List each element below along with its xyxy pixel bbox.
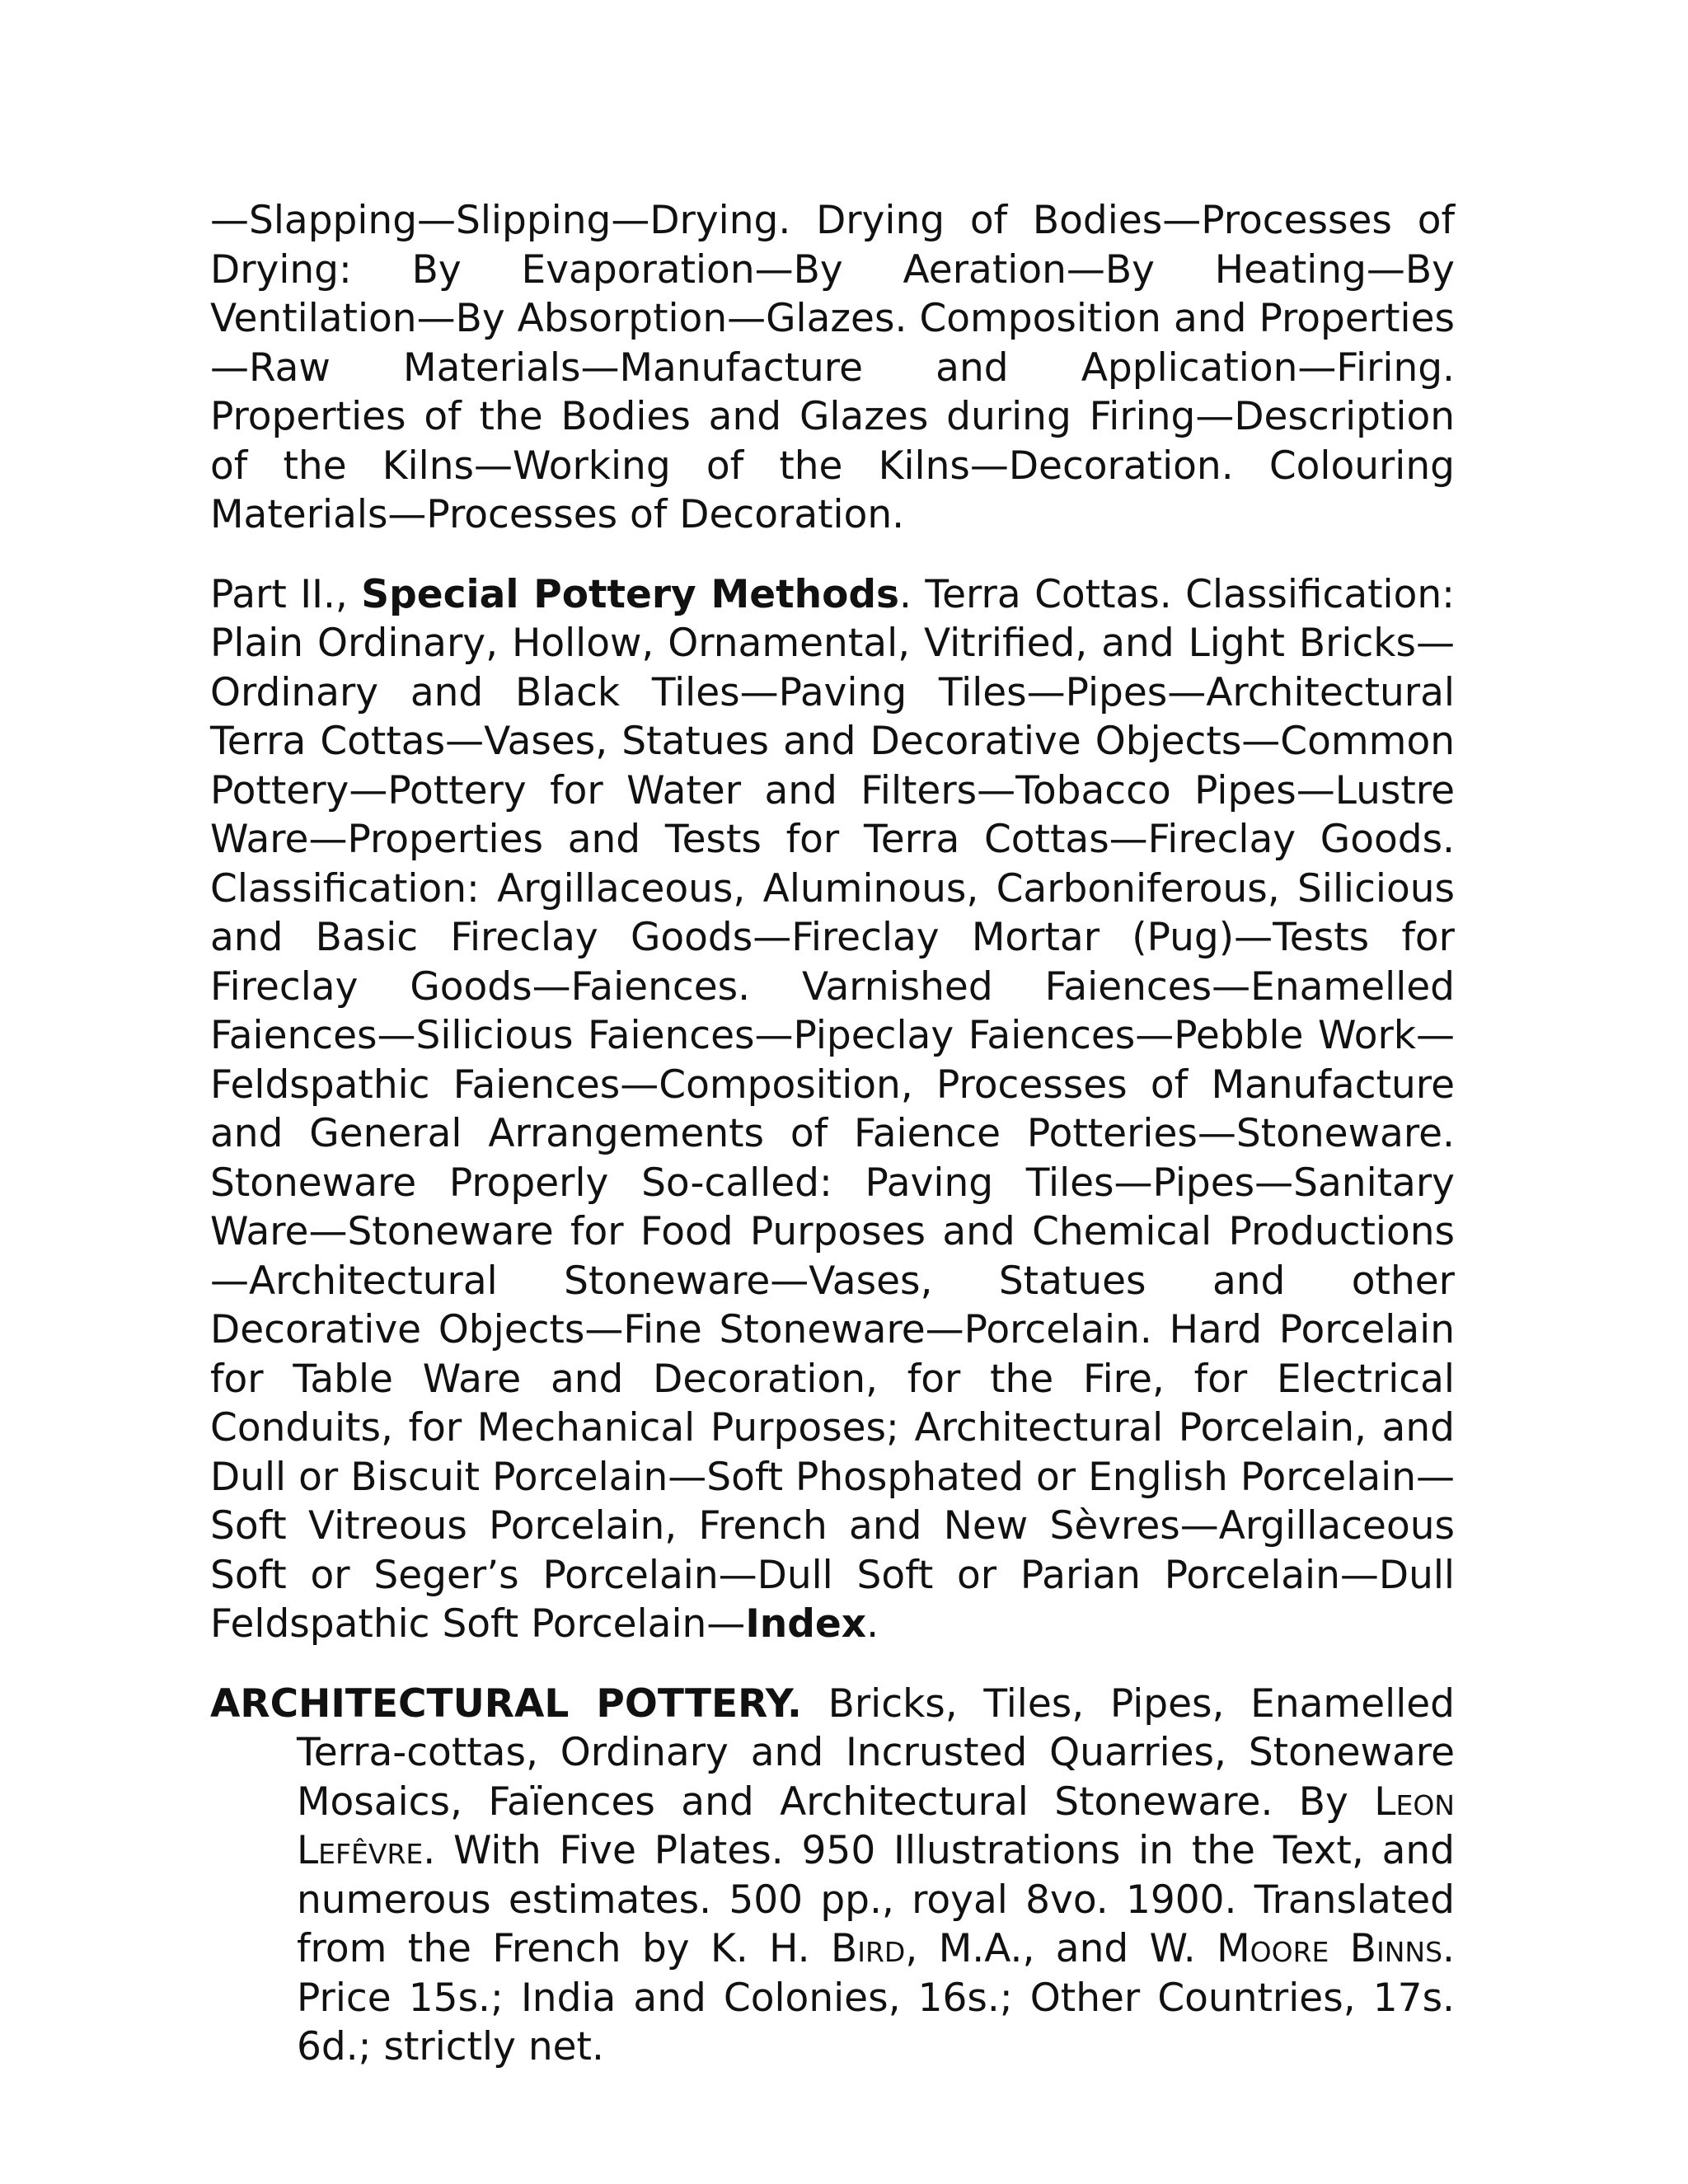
- entry-price: . Price 15s.; India and Colonies, 16s.; Other Countries, 17s. 6d.; strictly net.: [297, 1926, 1455, 2069]
- entry-description: Bricks, Tiles, Pipes, Enamelled Terra-cottas, Ordinary and Incrusted Quarries, Stoneware Mosaics, Faïences and Architectural Stoneware. By: [297, 1680, 1456, 1825]
- part-two-lead: Part II.,: [210, 571, 362, 617]
- catalogue-entry: [210, 1680, 1455, 2072]
- contents-paragraph-part-one: [210, 196, 1455, 540]
- part-two-end: .: [866, 1601, 879, 1647]
- index-label: Index: [745, 1601, 867, 1647]
- part-two-heading: Special Pottery Methods: [361, 571, 899, 617]
- contents-paragraph-part-two: [210, 570, 1455, 1649]
- entry-details: . With Five Plates. 950 Illustrations in the Text, and numerous estimates. 500 pp., royal 8vo. 1900. Translated from the French by K. H.: [297, 1828, 1455, 1971]
- part-one-text: —Slapping—Slipping—Drying. Drying of Bodies—Processes of Drying: By Evaporation—By Aeration—By Heating—By Ventilation—By Absorption—Glazes. Composition and Properties—Raw Materials—Manufacture and Application—Firing. Properties of the Bodies and Glazes during Firing—Description of the Kilns—Working of the Kilns—Decoration. Colouring Materials—Processes of Decoration.: [210, 198, 1455, 537]
- entry-author: Leon Lefêvre: [297, 1779, 1455, 1873]
- entry-mid: , M.A., and W.: [905, 1926, 1217, 1971]
- document-page: [210, 196, 1455, 2072]
- entry-translator-two: Moore Binns: [1217, 1926, 1443, 1971]
- entry-translator-one: Bird: [831, 1926, 906, 1971]
- part-two-body: . Terra Cottas. Classification: Plain Ordinary, Hollow, Ornamental, Vitrified, and Light Bricks—Ordinary and Black Tiles—Paving Tiles—Pipes—Architectural Terra Cottas—Vases, Statues and Decorative Objects—Common Pottery—Pottery for Water and Filters—Tobacco Pipes—Lustre Ware—Properties and Tests for Terra Cottas—Fireclay Goods. Classification: Argillaceous, Aluminous, Carboniferous, Silicious and Basic Fireclay Goods—Fireclay Mortar (Pug)—Tests for Fireclay Goods—Faiences. Varnished Faiences—Enamelled Faiences—Silicious Faiences—Pipeclay Faiences—Pebble Work—Feldspathic Faiences—Composition, Processes of Manufacture and General Arrangements of Faience Potteries—Stoneware. Stoneware Properly So-called: Paving Tiles—Pipes—Sanitary Ware—Stoneware for Food Purposes and Chemical Productions—Architectural Stoneware—Vases, Statues and other Decorative Objects—Fine Stoneware—Porcelain. Hard Porcelain for Table Ware and Decoration, for the Fire, for Electrical Conduits, for Mechanical Purposes; Architectural Porcelain, and Dull or Biscuit Porcelain—Soft Phosphated or English Porcelain—Soft Vitreous Porcelain, French and New Sèvres—Argillaceous Soft or Seger’s Porcelain—Dull Soft or Parian Porcelain—Dull Feldspathic Soft Porcelain—: [210, 571, 1455, 1647]
- entry-title: ARCHITECTURAL POTTERY.: [210, 1680, 802, 1727]
